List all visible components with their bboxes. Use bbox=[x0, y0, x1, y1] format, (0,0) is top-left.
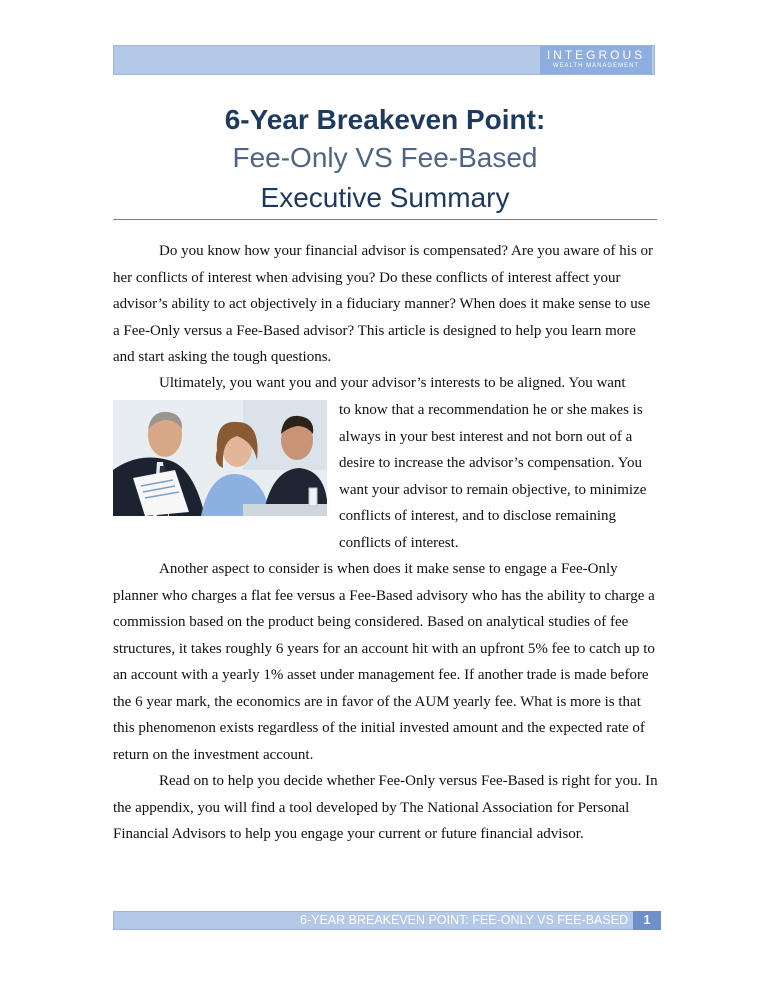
paragraph-2 bbox=[113, 370, 658, 397]
paragraph-1-text: Do you know how your financial advisor is compensated? Are you aware of his or her conflicts of interest when advising you? Do these conflicts of interest affect your advisor’s ability to act objectively in a fiduciary manner? When does it make sense to use a Fee-Only versus a Fee-Based advisor? This article is designed to help you learn more and start asking the tough questions. bbox=[113, 243, 654, 365]
page-number: 1 bbox=[633, 911, 661, 930]
paragraph-4-text: Read on to help you decide whether Fee-Only versus Fee-Based is right for you. In the appendix, you will find a tool developed by The National Association for Personal Financial Advisors to help you engage your current or future financial advisor. bbox=[113, 773, 658, 842]
footer-title: 6-YEAR BREAKEVEN POINT: FEE-ONLY VS FEE-BASED bbox=[300, 913, 629, 927]
paragraph-2-wrapped-text: to know that a recommendation he or she makes is always in your best interest and not born out of a desire to increase the advisor’s compensation. You want your advisor to remain objective, to minimize conflicts of interest, and to disclose remaining conflicts of interest. bbox=[339, 402, 647, 551]
logo-main-text: INTEGROUS bbox=[546, 48, 646, 62]
document-title bbox=[113, 102, 657, 218]
title-line-3: Executive Summary bbox=[260, 182, 510, 213]
paragraph-3-text: Another aspect to consider is when does it make sense to engage a Fee-Only planner who charges a flat fee versus a Fee-Based advisory who has the ability to charge a commission based on the product being considered. Based on analytical studies of fee structures, it takes roughly 6 years for an account hit with an upfront 5% fee to catch up to an account with a yearly 1% asset under management fee. If another trade is made before the 6 year mark, the economics are in favor of the AUM yearly fee. What is more is that this phenomenon exists regardless of the initial invested amount and the expected rate of return on the investment account. bbox=[113, 561, 655, 763]
title-divider bbox=[113, 219, 657, 220]
logo-sub-text: WEALTH MANAGEMENT bbox=[552, 63, 640, 69]
photo-illustration bbox=[113, 400, 327, 516]
paragraph-4 bbox=[113, 768, 658, 848]
paragraph-3 bbox=[113, 556, 658, 768]
title-line-1: 6-Year Breakeven Point: bbox=[224, 104, 546, 135]
paragraph-1 bbox=[113, 238, 658, 371]
title-line-2: Fee-Only VS Fee-Based bbox=[232, 142, 538, 173]
paragraph-2-first-line: Ultimately, you want you and your advisor’s interests to be aligned. You want bbox=[159, 375, 626, 391]
advisor-meeting-photo bbox=[113, 400, 327, 516]
company-logo bbox=[540, 46, 652, 74]
